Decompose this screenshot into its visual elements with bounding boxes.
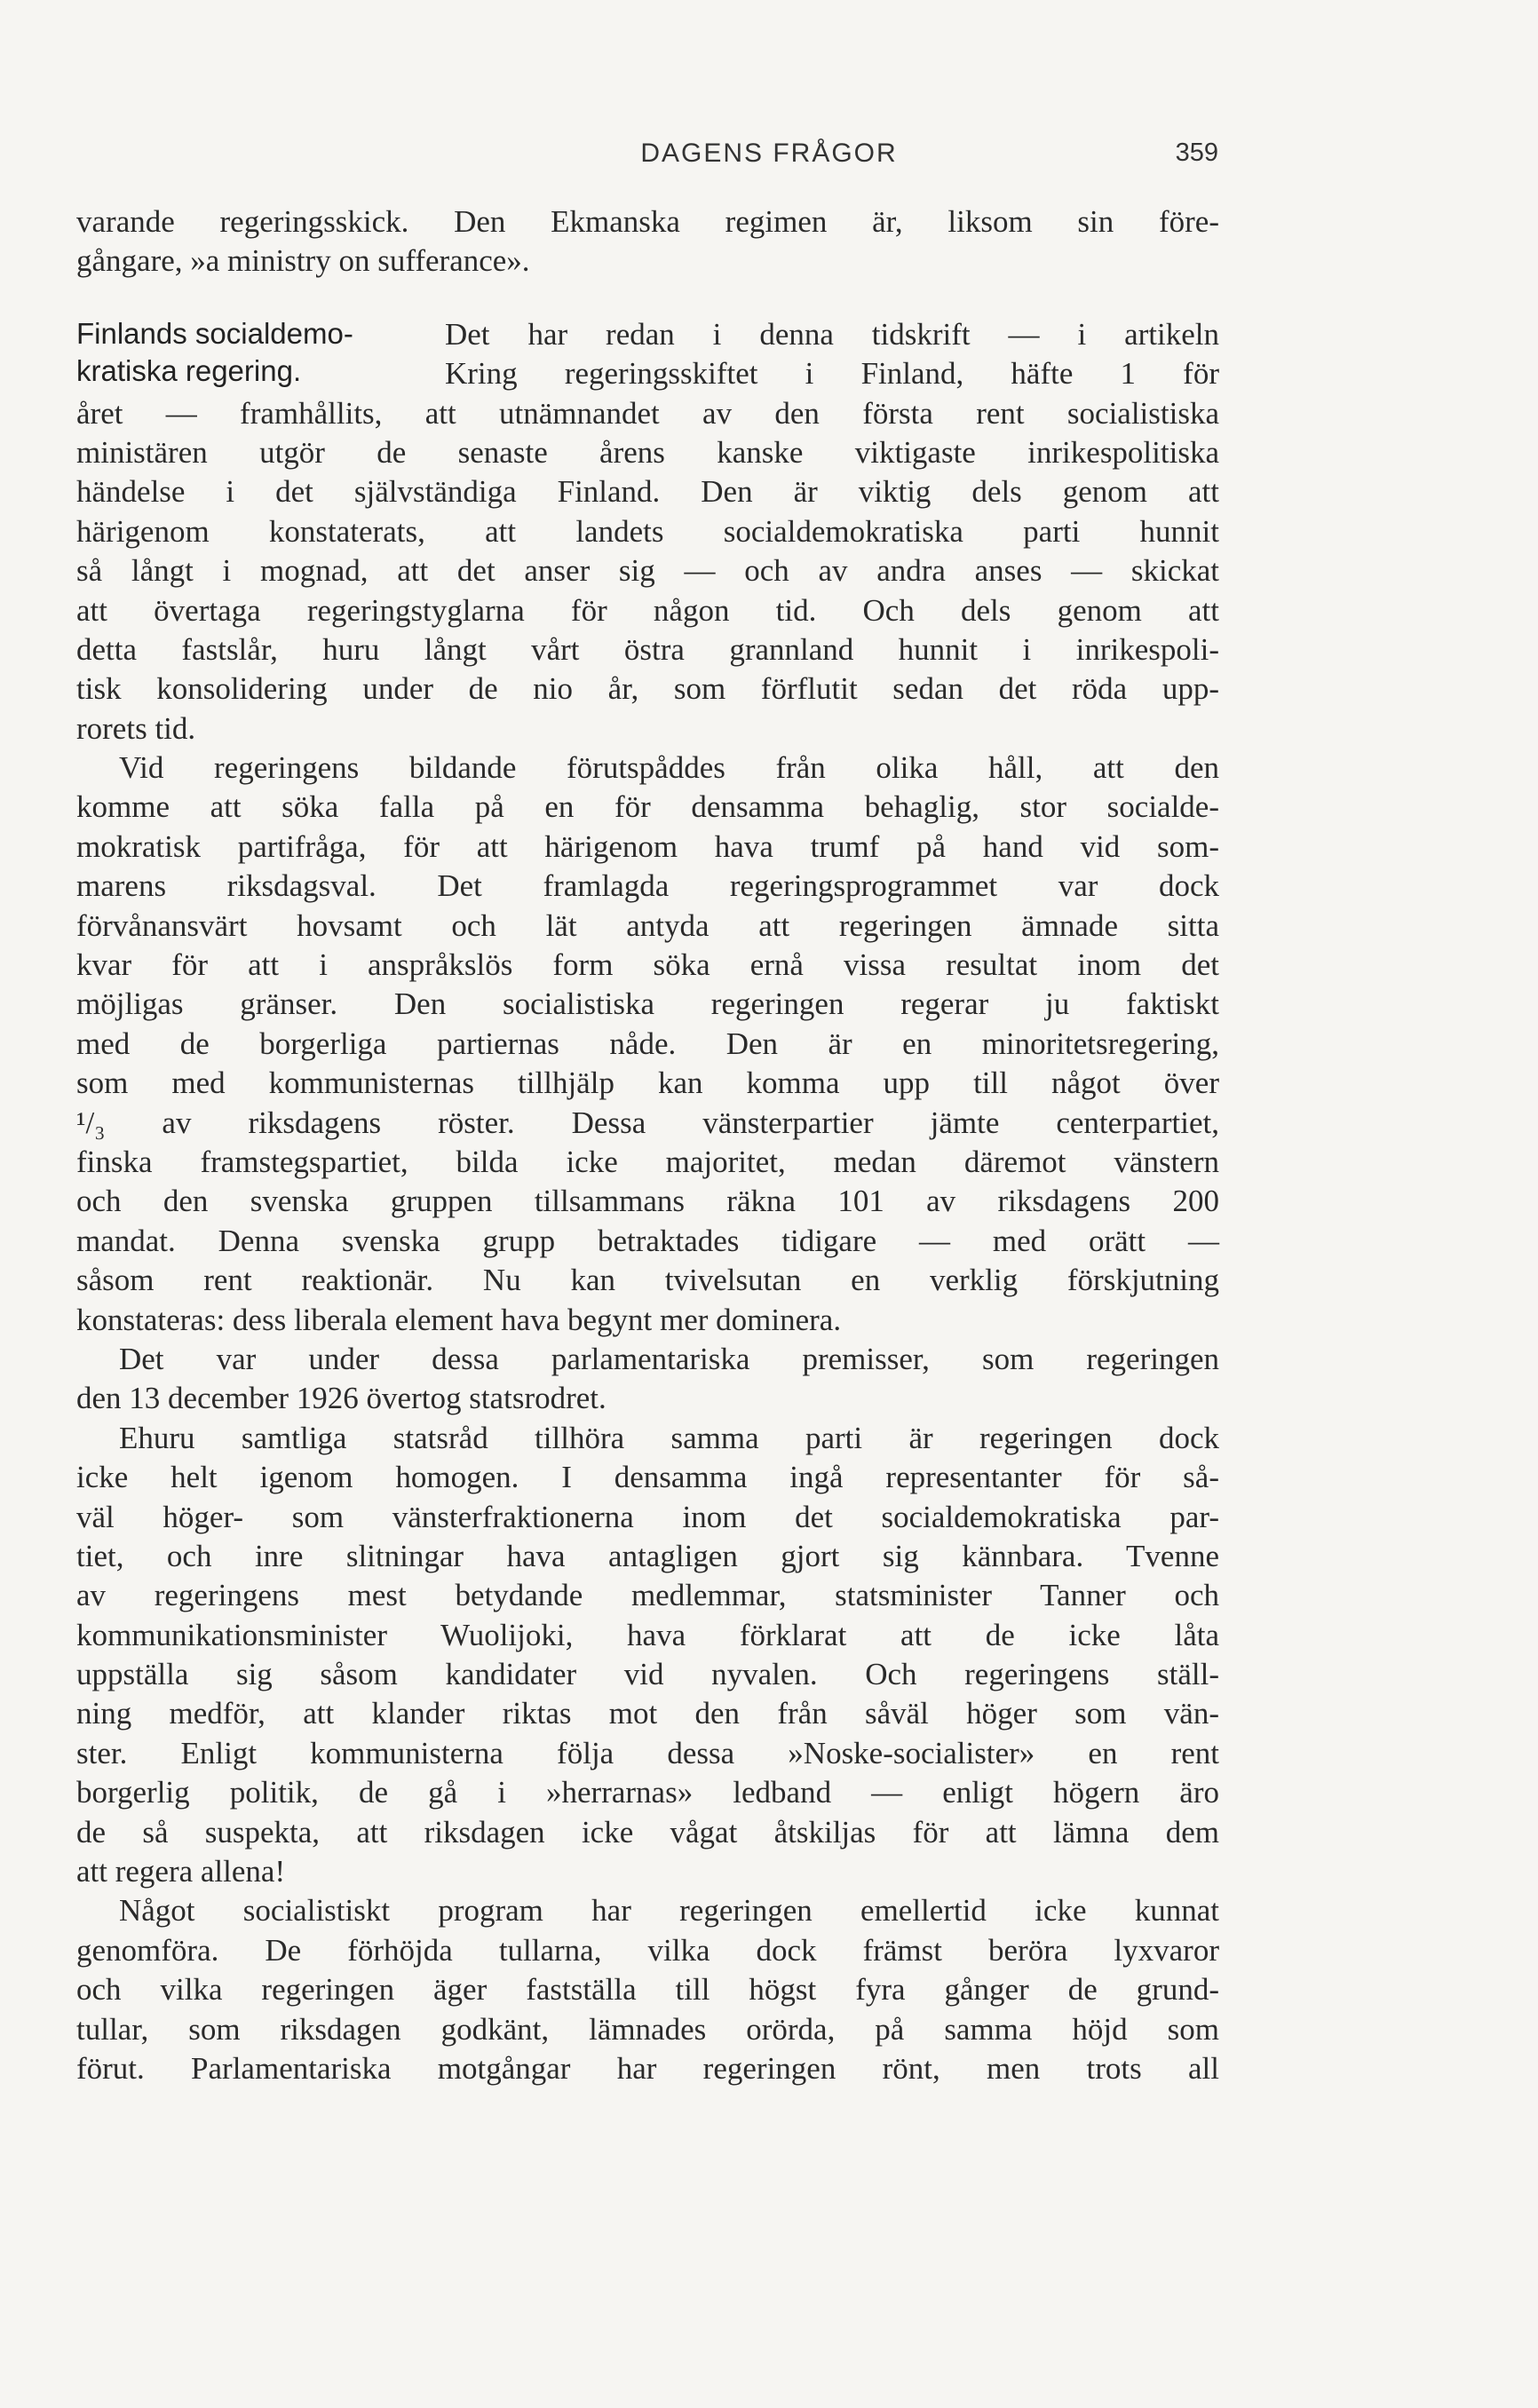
text-line: förvånansvärt hovsamt och lät antyda att regeringen ämnade sitta: [76, 907, 1219, 943]
text-line: Det har redan i denna tidskrift — i artikeln: [445, 316, 1219, 352]
text-line: den 13 december 1926 övertog statsrodret.: [76, 1381, 606, 1416]
text-line: tullar, som riksdagen godkänt, lämnades orörda, på samma höjd som: [76, 2011, 1219, 2047]
running-title: DAGENS FRÅGOR: [640, 139, 898, 168]
marginal-heading: [76, 315, 436, 390]
text-line: med de borgerliga partiernas nåde. Den är en minoritetsregering,: [76, 1026, 1219, 1061]
text-line: av regeringens mest betydande medlemmar, statsminister Tanner och: [76, 1578, 1219, 1613]
paragraph: [76, 749, 1219, 1340]
text-line: detta fastslår, huru långt vårt östra grannland hunnit i inrikespoli-: [76, 631, 1219, 667]
text-line: väl höger- som vänsterfraktionerna inom det socialdemokratiska par-: [76, 1499, 1219, 1534]
text-line: mokratisk partifråga, för att härigenom hava trumf på hand vid som-: [76, 828, 1219, 864]
text-line: möjligas gränser. Den socialistiska regeringen regerar ju faktiskt: [76, 986, 1219, 1022]
text-line: kvar för att i anspråkslös form söka ernå vissa resultat inom det: [76, 947, 1219, 983]
text-line: förut. Parlamentariska motgångar har regeringen rönt, men trots all: [76, 2050, 1219, 2086]
text-line: tiet, och inre slitningar hava antagligen gjort sig kännbara. Tvenne: [76, 1538, 1219, 1573]
text-line: och den svenska gruppen tillsammans räkna 101 av riksdagens 200: [76, 1184, 1219, 1219]
text-line: som med kommunisternas tillhjälp kan komma upp till något över: [76, 1065, 1219, 1101]
text-line: genomföra. De förhöjda tullarna, vilka dock främst beröra lyxvaror: [76, 1932, 1219, 1968]
marginal-heading-line: Finlands socialdemo-: [76, 316, 353, 350]
text-line: uppställa sig såsom kandidater vid nyvalen. Och regeringens ställ-: [76, 1657, 1219, 1692]
text-line: komme att söka falla på en för densamma behaglig, stor socialde-: [76, 789, 1219, 825]
text-line: händelse i det självständiga Finland. Den är viktig dels genom att: [76, 474, 1219, 510]
text-line: Något socialistiskt program har regeringen emellertid icke kunnat: [119, 1893, 1219, 1929]
text-line: tisk konsolidering under de nio år, som förflutit sedan det röda upp-: [76, 671, 1219, 707]
text-line: Det var under dessa parlamentariska premisser, som regeringen: [119, 1341, 1219, 1376]
text-line: året — framhållits, att utnämnandet av den första rent socialistiska: [76, 395, 1219, 431]
text-line: och vilka regeringen äger fastställa till högst fyra gånger de grund-: [76, 1972, 1219, 2008]
text-line: ¹/₃ av riksdagens röster. Dessa vänsterpartier jämte centerpartiet,: [76, 1105, 1219, 1140]
text-line: att övertaga regeringstyglarna för någon tid. Och dels genom att: [76, 592, 1219, 628]
text-line: konstateras: dess liberala element hava begynt mer dominera.: [76, 1302, 842, 1337]
paragraph: [76, 1891, 1219, 2088]
text-line: de så suspekta, att riksdagen icke vågat åtskiljas för att lämna dem: [76, 1814, 1219, 1850]
text-line: kommunikationsminister Wuolijoki, hava förklarat att de icke låta: [76, 1617, 1219, 1652]
text-line: såsom rent reaktionär. Nu kan tvivelsutan en verklig förskjutning: [76, 1263, 1219, 1298]
paragraph: [76, 1340, 1219, 1419]
text-line: ning medför, att klander riktas mot den från såväl höger som vän-: [76, 1696, 1219, 1731]
text-line: borgerlig politik, de gå i »herrarnas» ledband — enligt högern äro: [76, 1775, 1219, 1810]
page-number: 359: [1175, 139, 1218, 167]
text-line: Vid regeringens bildande förutspåddes från olika håll, att den: [119, 750, 1219, 786]
text-line: icke helt igenom homogen. I densamma ingå representanter för så-: [76, 1460, 1219, 1495]
text-line: ster. Enligt kommunisterna följa dessa »Noske-socialister» en rent: [76, 1735, 1219, 1770]
text-line: finska framstegspartiet, bilda icke majoritet, medan däremot vänstern: [76, 1144, 1219, 1179]
text-line: så långt i mognad, att det anser sig — och av andra anses — skickat: [76, 553, 1219, 589]
text-line: ministären utgör de senaste årens kanske viktigaste inrikespolitiska: [76, 434, 1219, 470]
text-line: mandat. Denna svenska grupp betraktades tidigare — med orätt —: [76, 1223, 1219, 1258]
text-line: Ehuru samtliga statsråd tillhöra samma parti är regeringen dock: [119, 1420, 1219, 1455]
text-line: marens riksdagsval. Det framlagda regeringsprogrammet var dock: [76, 868, 1219, 904]
text-line: att regera allena!: [76, 1854, 286, 1889]
text-line: gångare, »a ministry on sufferance».: [76, 243, 530, 279]
body-text: [76, 202, 1219, 2088]
text-line: rorets tid.: [76, 710, 196, 746]
text-line: Kring regeringsskiftet i Finland, häfte 1 för: [445, 356, 1219, 392]
section-finlands-regering: [76, 315, 1219, 749]
text-line: varande regeringsskick. Den Ekmanska regimen är, liksom sin före-: [76, 204, 1219, 239]
running-head: [0, 131, 1538, 176]
paragraph: [76, 1419, 1219, 1892]
text-line: härigenom konstaterats, att landets socialdemokratiska parti hunnit: [76, 513, 1219, 549]
marginal-heading-line: kratiska regering.: [76, 353, 302, 387]
